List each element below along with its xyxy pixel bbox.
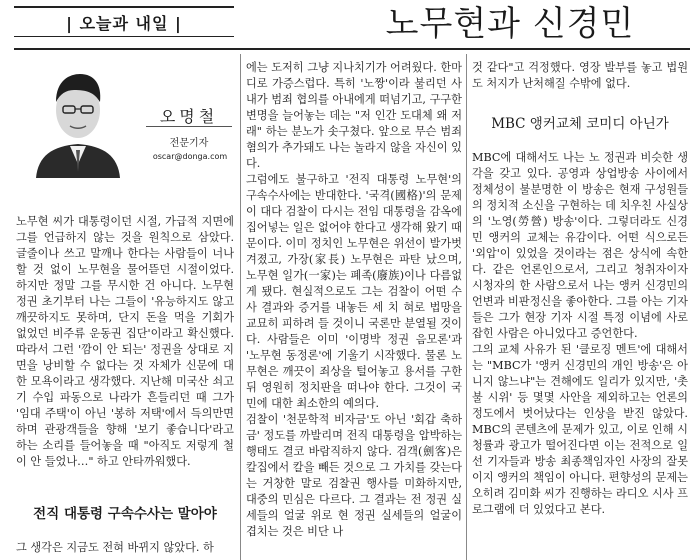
subhead-2: MBC 앵커교체 코미디 아닌가 — [491, 116, 669, 132]
column-kicker: | 오늘과 내일 | — [14, 6, 234, 37]
subhead-1: 전직 대통령 구속수사는 말아야 — [33, 506, 217, 522]
masthead-rule — [14, 48, 690, 50]
body-column-1-tail: 그 생각은 지금도 전혀 바뀌지 않았다. 하 — [16, 541, 214, 554]
body-column-3: MBC에 대해서도 나는 노 정권과 비슷한 생각을 갖고 있다. 공영과 상업방송 사이에서 정체성이 불분명한 이 방송은 현재 구성원들의 정치적 소신을 구현하는 데 치우친 사실상의 '노영(勞營) 방송'이다. 그렇더라도 신경민 앵커의 교체는 유감이다. 어떤 식으로든 '외압'이 있었을 것이라는 점은 상식에 속한다. 같은 언론인으로서, 그리고 청취자이자 시청자의 한 사람으로서 나는 앵커 신경민의 언변과 비판정신을 좋아한다. 그를 아는 기자들은 그가 현장 기자 시절 특정 이념에 사로잡힌 사람은 아니었다고 증언한다. 그의 교체 사유가 된 '클로징 멘트'에 대해서는 "MBC가 '앵커 신경민의 개인 방송'은 아니지 않느냐"는 견해에도 일리가 있지만, '촛불 시위' 등 몇몇 사안을 제외하고는 언론의 정도에서 벗어났다는 인상을 받진 않았다. MBC의 콘텐츠에 문제가 있고, 이로 인해 시청률과 광고가 떨어진다면 이는 전적으로 일선 기자들과 방송 최종책임자인 사장의 잘못이지 앵커의 책임이 아니다. 편향성의 문제는 오히려 김미화 씨가 진행하는 라디오 시사 프로그램에 더 있었다고 본다. — [472, 151, 688, 516]
body-column-1: 노무현 씨가 대통령이던 시절, 가급적 지면에 그를 언급하지 않는 것을 원칙으로 삼았다. 글줄이나 쓰고 말깨나 한다는 사람들이 너나 할 것 없이 노무현을 물어뜯던 시절이었다. 하지만 정말 그를 무시한 건 아니다. 노무현 정권 초기부터 나는 그들이 '유능하지도 않고 깨끗하지도 못하며, 단지 돈을 먹을 기회가 없었던 비주류 운동권 집단'이라고 확신했다. 따라서 그런 '깜이 안 되는' 정권을 상대로 지면을 낭비할 수 없다는 것 자체가 신문에 대한 모욕이라고 생각했다. 지난해 미국산 쇠고기 수입 파동으로 나라가 흔들리던 때 그가 '임대 주택'이 아닌 '봉하 저택'에서 득의만면하며 관광객들을 향해 '보기 좋습니다'라고 하는 소리를 들어놓을 때 "아직도 저렇게 철이 안 들었나…" 하고 안타까워했다. — [16, 215, 234, 468]
author-title: 전문기자 — [169, 138, 209, 149]
body-column-3-top: 것 같다"고 걱정했다. 영장 발부를 놓고 법원도 처지가 난처해질 수밖에 없다. — [472, 61, 688, 90]
headline: 노무현과 신경민 — [385, 4, 635, 44]
author-portrait — [30, 60, 126, 178]
column-divider-1 — [240, 54, 241, 560]
body-column-2: 에는 도저히 그냥 지나치기가 어려웠다. 한마디로 가증스럽다. 특히 '노짱'이라 불리던 사내가 범죄 협의를 아내에게 떠넘기고, 구구한 변명을 늘어놓는 데는 "저 인간 도대체 왜 저래" 하는 분노가 솟구쳤다. 앞으로 무슨 범죄 혐의가 추가돼도 나는 놀라지 않을 자신이 있다. 그럼에도 불구하고 '전직 대통령 노무현'의 구속수사에는 반대한다. '국격(國格)'의 문제이 대다 검찰이 다시는 전임 대통령을 감옥에 집어넣는 일은 없어야 한다고 생각해 왔기 때문이다. 이미 정치인 노무현은 위선이 발가벗겨졌고, 가장(家長) 노무현은 파탄 났으며, 노무현 일가(一家)는 폐족(廢族)이나 다름없게 됐다. 현실적으로도 그는 검찰이 어떤 수사 결과와 증거를 내놓든 세 치 혀로 법망을 교묘히 피하려 들 것이니 국론만 분열될 것이다. 사람들은 이미 '이명박 정권 음모론'과 '노무현 동정론'에 기울기 시작했다. 물론 노무현은 깨끗이 죄상을 털어놓고 용서를 구한 뒤 영원히 정치판을 떠나야 한다. 그것이 국민에 대한 최소한의 예의다. 검찰이 '천문학적 비자금'도 아닌 '회갑 축하금' 정도를 까발리며 전직 대통령을 압박하는 행태도 결코 바람직하지 않다. 검객(劍客)은 칼집에서 칼을 빼든 것으로 그 가치를 갖는다는 거창한 말로 검찰권 행사를 미화하지만, 대중의 민심은 다르다. 그 결과는 전 정권 실세들의 얼굴 위로 현 정권 실세들의 얼굴이 겹치는 것은 비단 나 — [246, 61, 462, 538]
author-email: oscar@donga.com — [152, 152, 228, 161]
column-divider-2 — [466, 54, 467, 560]
author-name: 오명철 — [159, 107, 219, 126]
